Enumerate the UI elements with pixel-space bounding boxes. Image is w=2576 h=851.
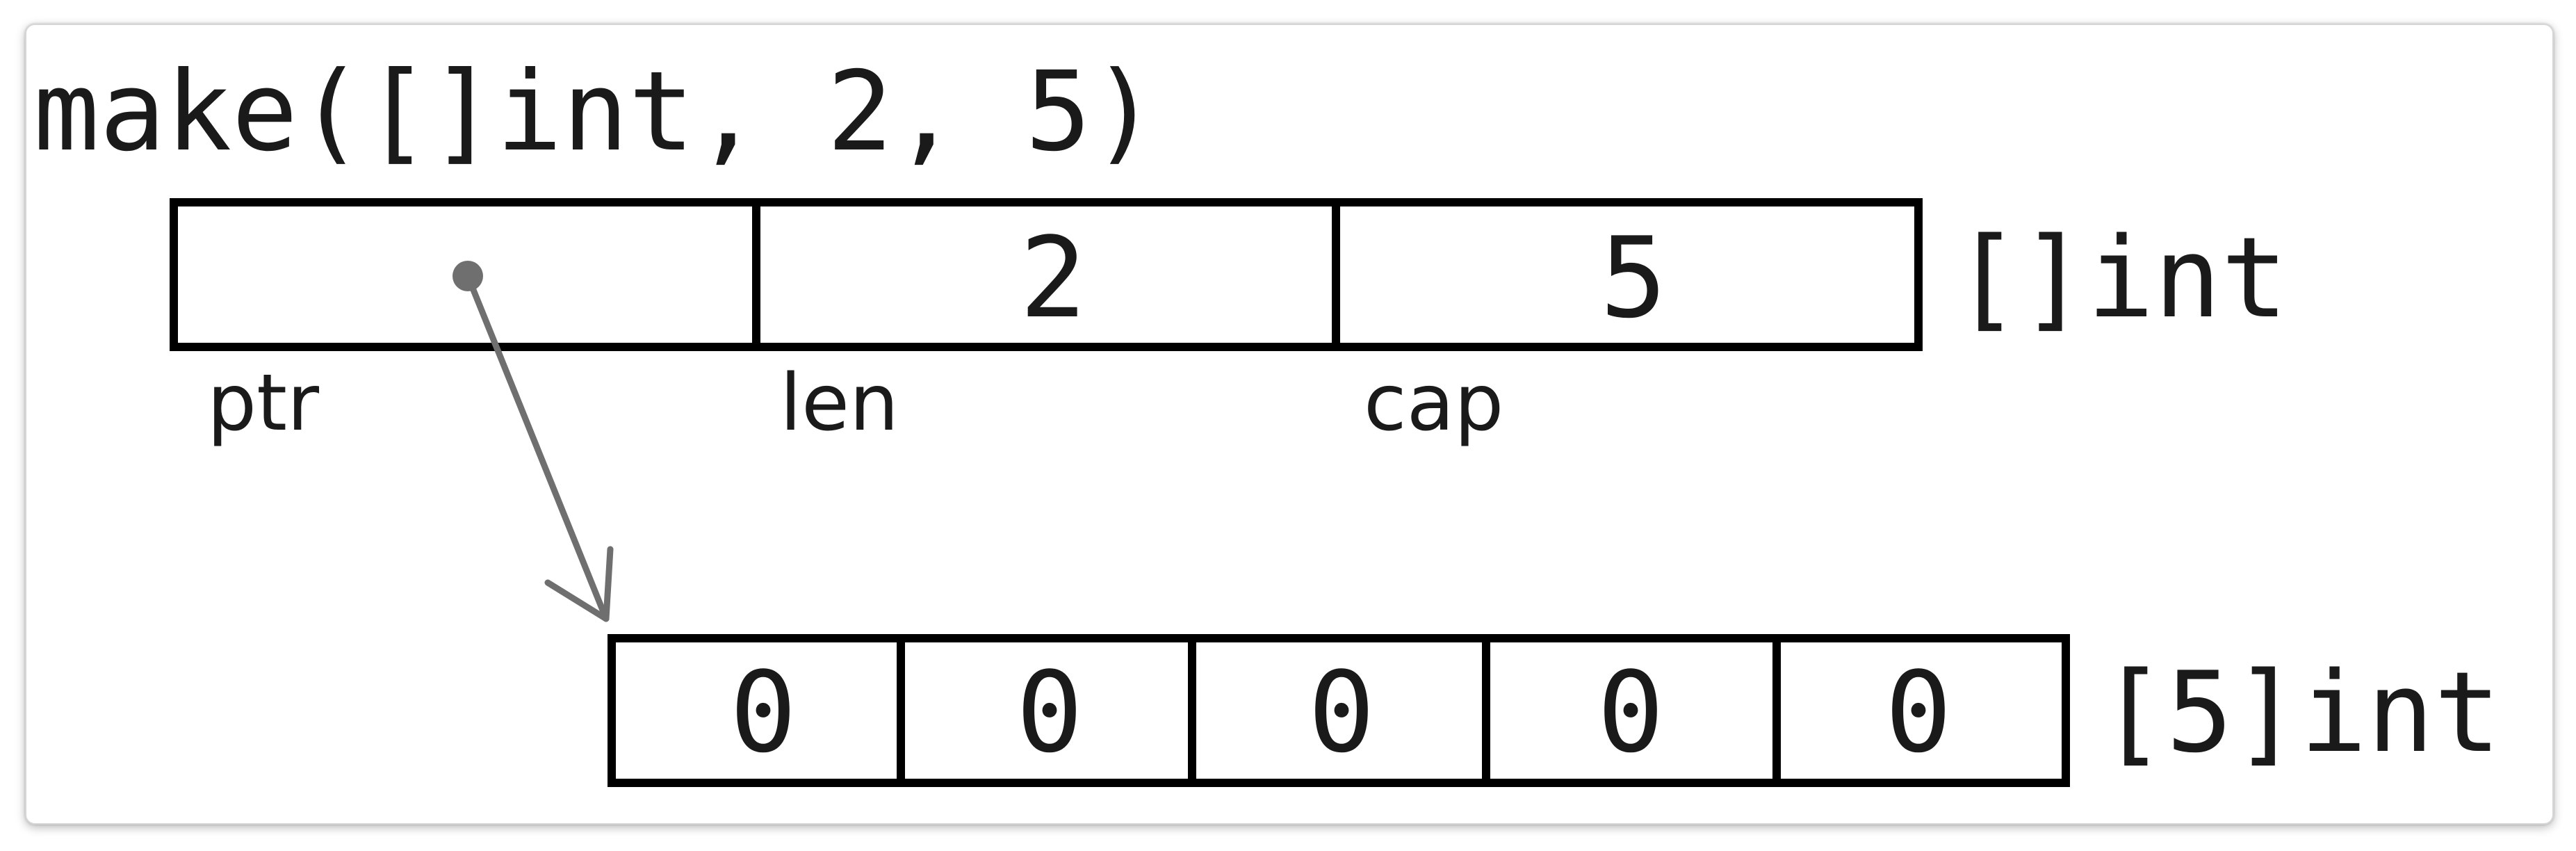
array-type-label: [5]int: [2099, 647, 2501, 777]
slice-type-label: []int: [1953, 213, 2288, 343]
array-cell: 0: [1016, 647, 1084, 777]
ptr-label: ptr: [207, 358, 320, 448]
cap-label: cap: [1364, 358, 1504, 448]
cap-value: 5: [1599, 213, 1668, 343]
diagram-title: make([]int, 2, 5): [33, 48, 1158, 176]
len-value: 2: [1019, 213, 1087, 343]
array-cell: 0: [1884, 647, 1953, 777]
array-cell: 0: [1597, 647, 1665, 777]
array-cell: 0: [729, 647, 797, 777]
len-label: len: [780, 358, 899, 448]
array-cell: 0: [1307, 647, 1376, 777]
backing-array: [612, 638, 2501, 783]
